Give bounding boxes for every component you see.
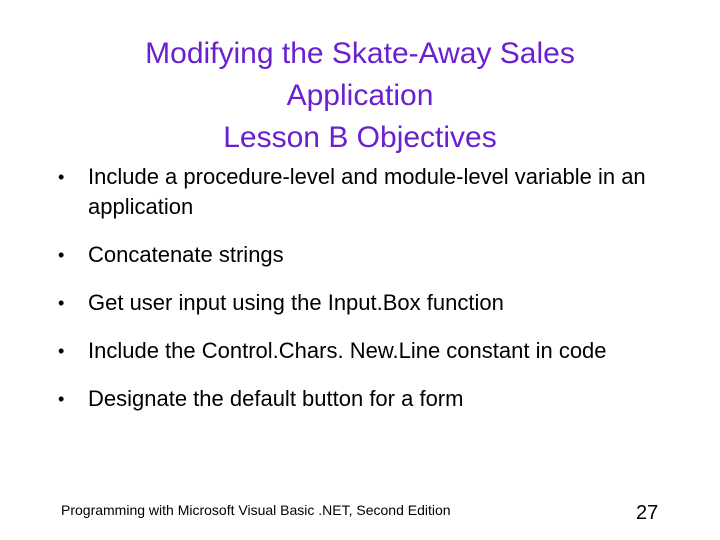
bullet-marker: • [58,341,65,361]
title-line-2: Application [286,79,434,112]
list-item [58,288,658,318]
title-line-3: Lesson B Objectives [223,121,497,154]
bullet-text: Get user input using the Input.Box function [88,290,504,315]
list-item [58,384,658,414]
bullet-text: Designate the default button for a form [88,386,464,411]
bullet-marker: • [58,389,65,409]
list-item [58,162,658,222]
title-line-1: Modifying the Skate-Away Sales [145,37,575,70]
slide-title [40,33,680,159]
slide-footer: Programming with Microsoft Visual Basic .NET, Second Edition [61,502,451,518]
bullet-text: Concatenate strings [88,242,284,267]
bullet-marker: • [58,293,65,313]
list-item [58,336,658,366]
bullet-text: Include a procedure-level and module-level variable in an application [88,164,646,219]
bullet-marker: • [58,245,65,265]
list-item [58,240,658,270]
page-number: 27 [636,502,659,524]
objectives-list [58,162,658,414]
bullet-text: Include the Control.Chars. New.Line constant in code [88,338,607,363]
bullet-marker: • [58,167,65,187]
